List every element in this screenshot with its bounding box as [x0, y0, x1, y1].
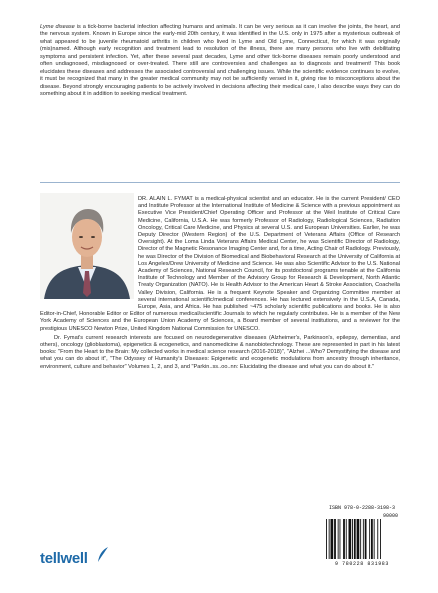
price-code: 90000	[382, 513, 398, 519]
publisher-logo	[40, 546, 110, 570]
barcode-block	[324, 505, 400, 569]
bio-paragraph-1: DR. ALAIN L. FYMAT is a medical-physical scientist and an educator. He is the current President/ CEO and Institute Professor at the International Institute of Medicine & Science with a previous appointment as Executive Vice President/Chief Operating Officer and Professor at the Weil Institute of Critical Care Medicine, California, U.S.A. He was formerly Professor of Radiology, Radiological Sciences, Radiation Oncology, Critical Care Medicine, and Physics at several U.S. and European Universities. Earlier, he was Deputy Director (Western Region) of the U.S. Department of Veterans Affairs (Office of Research Oversight). At the Loma Linda Veterans Affairs Medical Center, he was Scientific Director of Radiology, Director of the Magnetic Resonance Imaging Center and, for a time, Acting Chair of Radiology. Previously, he was Director of the Division of Biomedical and Biobehavioral Research at the University of California at Los Angeles/Drew University of Medicine and Science. He was also Scientific Advisor to the U.S. National Academy of Sciences, National Research Council, for its postdoctoral programs tenable at the California Institute of Technology and Member of the Advisory Group for Research & Development, North Atlantic Treaty Organization (NATO). He is Health Advisor to the American Heart & Stroke Association, Coachella Valley Division, California. He is a frequent Keynote Speaker and Organizing Committee member at several international scientific/medical conferences. He has lectured extensively in the U.S.A, Canada, Europe, Asia, and Africa. He has published ~475 scholarly scientific publications and books. He is also Editor-in-Chief, Honorable Editor or Editor of numerous medical/scientific Journals to which he regularly contributes. He is a member of the New York Academy of Sciences and the European Union Academy of Sciences, a Board member of several institutions, and a reviewer for the prestigious UNESCO Newton Prize, United Kingdom National Commission for UNESCO.	[40, 196, 400, 332]
isbn-text: ISBN 978-0-2288-3198-3	[328, 505, 395, 511]
blurb-term: Lyme disease	[40, 24, 75, 30]
author-bio	[40, 196, 400, 371]
photo-spacer	[40, 196, 138, 305]
back-cover-blurb	[40, 24, 400, 99]
bio-paragraph-2: Dr. Fymat's current research interests are focused on neurodegenerative diseases (Alzheimer's, Parkinson's, epilepsy, dementias, and others), oncology (glioblastoma), epigenetics & ecogenetics, and nanomedicine & nanobiotechnology. These are represented in part in his latest books: "From the Heart to the Brain: My collected works in medical science research (2016-2018)", "Alzhei ...Who? Demystifying the disease and what you can do about it", "The Odyssey of Humanity's Diseases: Epigenetic and ecogenetic modulations from ancestry through inheritance, environment, culture and behavior" Volumes 1, 2, and 3, and "Parkin..ss..oo..nn: Elucidating the disease and what you can do about it."	[40, 334, 400, 370]
section-divider	[40, 182, 400, 183]
barcode-digits: 9 780228 831983	[334, 561, 389, 567]
blurb-text: is a tick-borne bacterial infection affecting humans and animals. It can be very serious as it can involve the joints, the heart, and the nervous system. Known in Europe since the early-mid 20th century, it was identified in the U.S. only in 1975 after a mysterious outbreak of what appeared to be juvenile rheumatoid arthritis in children who lived in Lyme and Old Lyme, Connecticut, for which it was originally (mis)named. Although early recognition and treatment lead to resolution of the illness, there are many persons who live with debilitating symptoms and persistent infection. Yet, after these several past decades, Lyme and other tick-borne diseases remain poorly understood and often undiagnosed, misdiagnosed or over-treated. There still are controversies and challenges as to diagnosis and treatment! This book elucidates these diseases and addresses the associated controversial and challenging issues. While the scientific evidence continues to evolve, it must be recognized that many in the greater medical community may not be sufficiently versed in it, giving rise to misconceptions about the disease. Beyond strongly encouraging patients to be actively involved in decisions affecting their medical care, I also describe ways they can do something about it in addition to seeking medical treatment.	[40, 24, 400, 98]
quill-icon	[96, 546, 110, 564]
barcode-icon	[326, 519, 398, 559]
publisher-logo-text: tellwell	[40, 550, 88, 567]
